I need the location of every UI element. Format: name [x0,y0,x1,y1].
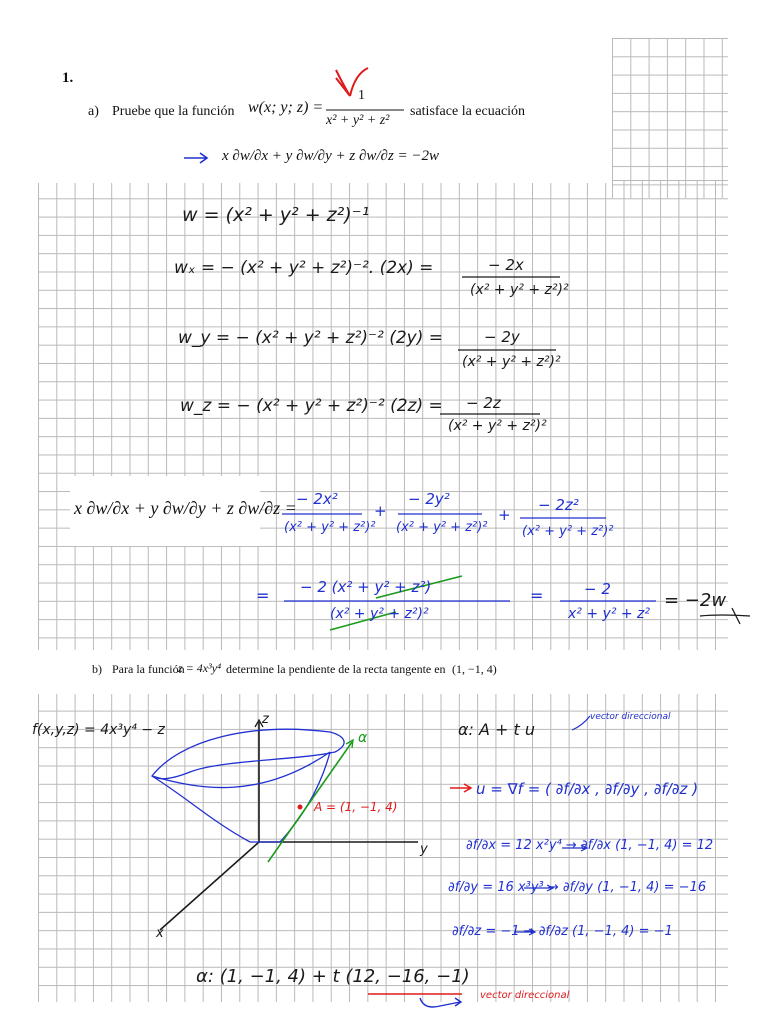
gradient-definition: u = ∇f = ( ∂f/∂x , ∂f/∂y , ∂f/∂z ) [476,780,699,798]
df-dz-line: ∂f/∂z = −1 → ∂f/∂z (1, −1, 4) = −1 [452,924,673,939]
part-a-text: Pruebe que la función [112,104,235,119]
target-equation: x ∂w/∂x + y ∂w/∂y + z ∂w/∂z = −2w [222,148,440,164]
wz-numerator: − 2z [466,394,501,412]
term3-denominator: (x² + y² + z²)² [522,524,614,539]
part-a-suffix: satisface la ecuación [410,104,526,119]
plus-1: + [374,502,387,520]
final-line-equation: α: (1, −1, 4) + t (12, −16, −1) [196,966,470,987]
reduced-numerator: − 2 [584,580,611,598]
equals-2: = [530,586,544,605]
final-result-a: = −2w [664,590,727,611]
part-b-text: Para la función [112,662,185,676]
term2-denominator: (x² + y² + z²)² [396,520,488,535]
point-a-label: A = (1, −1, 4) [314,800,398,814]
f-definition: f(x,y,z) = 4x³y⁴ − z [32,722,165,738]
wx-denominator: (x² + y² + z²)² [470,282,569,298]
axis-x-label: x [156,926,164,941]
wx-left: wₓ = − (x² + y² + z²)⁻². (2x) = [174,258,434,278]
axis-y-label: y [420,842,428,857]
function-numerator: 1 [358,88,365,103]
wz-denominator: (x² + y² + z²)² [448,418,547,434]
wy-numerator: − 2y [484,328,520,346]
vector-note-2: vector direccional [480,990,570,1001]
term1-numerator: − 2x² [296,490,338,508]
wy-denominator: (x² + y² + z²)² [462,354,561,370]
term3-numerator: − 2z² [538,496,579,514]
w-definition: w = (x² + y² + z²)⁻¹ [182,204,370,226]
sum-lhs: x ∂w/∂x + y ∂w/∂y + z ∂w/∂z = [74,498,297,518]
problem-number: 1. [62,70,74,86]
function-lhs: w(x; y; z) = [248,99,324,116]
line-definition: α: A + t u [458,720,536,739]
part-b-suffix: determine la pendiente de la recta tangente en [226,662,446,676]
wy-left: w_y = − (x² + y² + z²)⁻² (2y) = [178,328,444,348]
combined-numerator: − 2 (x² + y² + z²) [300,578,432,596]
alpha-label: α [358,730,368,746]
df-dx-line: ∂f/∂x = 12 x²y⁴ → ∂f/∂x (1, −1, 4) = 12 [466,838,714,853]
plus-2: + [498,506,511,524]
vector-note-1: vector direccional [590,712,671,722]
part-a-label: a) [88,104,99,119]
wz-left: w_z = − (x² + y² + z²)⁻² (2z) = [180,396,443,416]
part-b-point: (1, −1, 4) [452,662,497,676]
reduced-denominator: x² + y² + z² [568,606,651,622]
df-dy-line: ∂f/∂y = 16 x³y³ → ∂f/∂y (1, −1, 4) = −16 [448,880,707,895]
part-b-label: b) [92,662,102,676]
function-denominator: x² + y² + z² [326,113,390,128]
part-b-function: z = 4x³y⁴ [178,661,222,675]
wx-numerator: − 2x [488,256,524,274]
axis-z-label: z [262,712,269,727]
term1-denominator: (x² + y² + z²)² [284,520,376,535]
term2-numerator: − 2y² [408,490,450,508]
combined-denominator: (x² + y² + z²)² [330,606,429,622]
equals-1: = [256,586,270,605]
